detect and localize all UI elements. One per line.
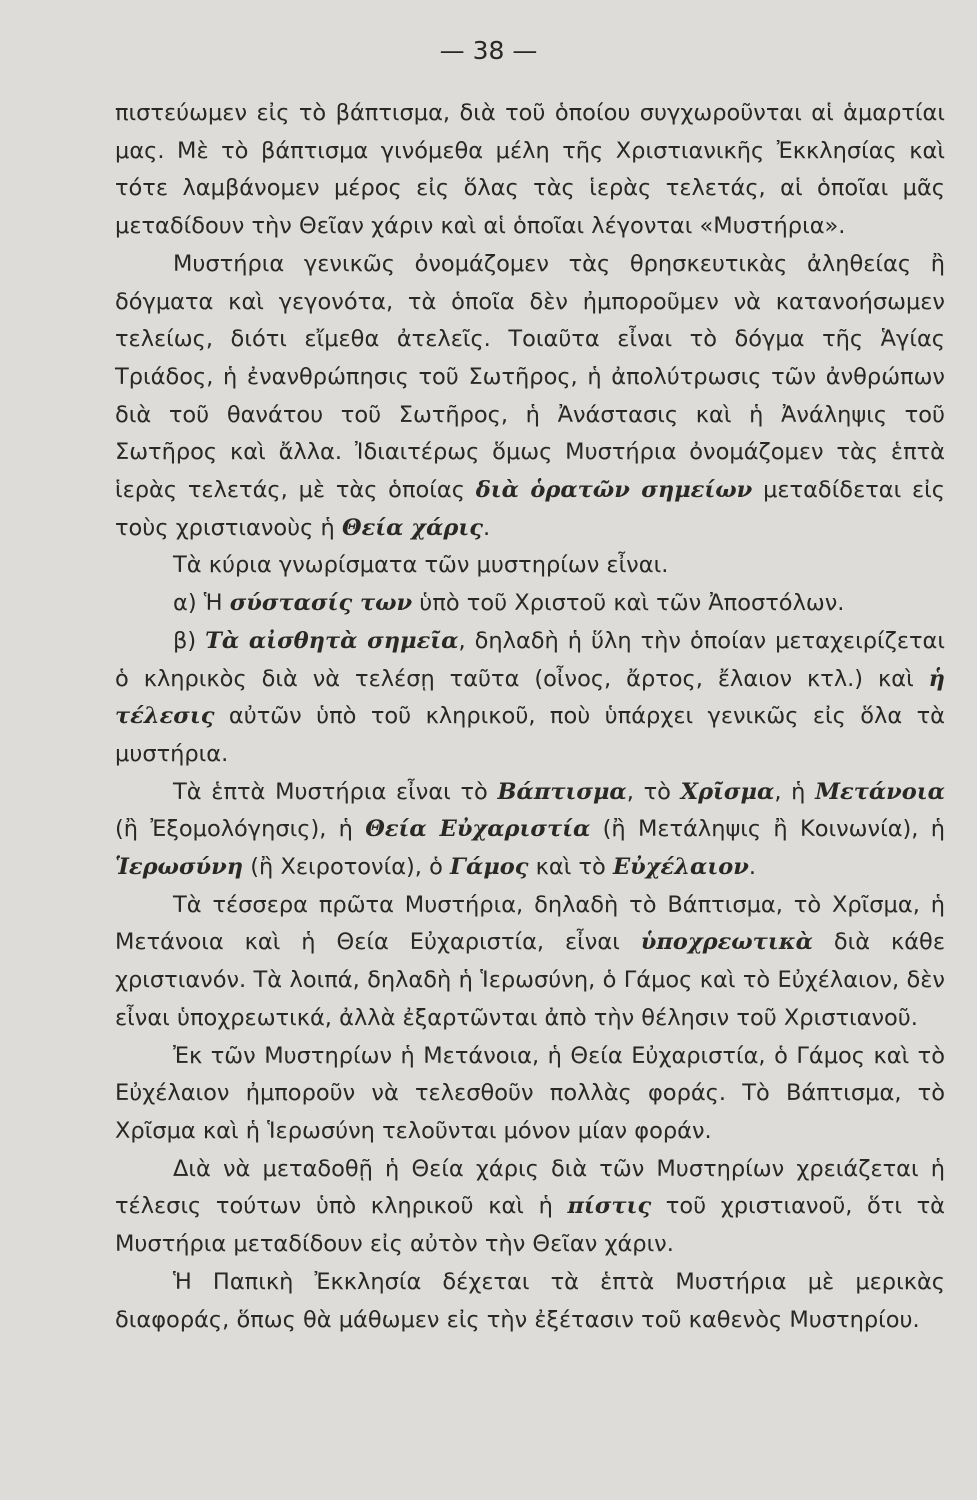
- emphasis-text: Θεία Εὐχαριστία: [365, 816, 591, 843]
- text-run: , τὸ: [626, 778, 681, 805]
- emphasis-text: Τὰ αἰσθητὰ σημεῖα: [205, 627, 459, 654]
- text-run: Ἐκ τῶν Μυστηρίων ἡ Μετάνοια, ἡ Θεία Εὐχαριστία, ὁ Γάμος καὶ τὸ Εὐχέλαιον ἠμποροῦν νὰ τελεσθοῦν πολλὰς φοράς. Τὸ Βάπτισμα, τὸ Χρῖσμα καὶ ἡ Ἱερωσύνη τελοῦνται μόνον μίαν φοράν.: [115, 1042, 945, 1144]
- emphasis-text: Εὐχέλαιον: [612, 854, 749, 881]
- text-run: καὶ τὸ: [528, 854, 613, 881]
- paragraph-p4: [115, 585, 945, 623]
- paragraph-p1: [115, 95, 945, 246]
- text-run: , δηλαδὴ ἡ ὕλη τὴν ὁποίαν μεταχειρίζεται ὁ κληρικὸς διὰ νὰ τελέσῃ ταῦτα (οἶνος, ἄρτος, ἔλαιον κτλ.) καὶ: [115, 627, 945, 692]
- text-run: ὑπὸ τοῦ Χριστοῦ καὶ τῶν Ἀποστόλων.: [412, 590, 845, 617]
- paragraph-p9: [115, 1151, 945, 1264]
- emphasis-text: ὑποχρεωτικὰ: [640, 929, 813, 956]
- paragraph-p5: [115, 623, 945, 774]
- text-run: .: [482, 514, 491, 541]
- text-run: μεταδίδεται εἰς τοὺς χριστιανοὺς ἡ: [115, 477, 945, 541]
- text-run: .: [748, 854, 756, 881]
- text-run: , ἡ: [774, 778, 816, 805]
- paragraph-p10: [115, 1264, 945, 1339]
- emphasis-text: διὰ ὁρατῶν σημείων: [475, 477, 753, 504]
- text-run: Ἡ Παπικὴ Ἐκκλησία δέχεται τὰ ἑπτὰ Μυστήρια μὲ μερικὰς διαφοράς, ὅπως θὰ μάθωμεν εἰς τὴν ἐξέτασιν τοῦ καθενὸς Μυστηρίου.: [115, 1268, 945, 1333]
- emphasis-text: σύστασίς των: [229, 590, 413, 617]
- emphasis-text: ἡ τέλεσις: [115, 665, 945, 730]
- text-run: πιστεύωμεν εἰς τὸ βάπτισμα, διὰ τοῦ ὁποίου συγχωροῦνται αἱ ἁμαρτίαι μας. Μὲ τὸ βάπτισμα γινόμεθα μέλη τῆς Χριστιανικῆς Ἐκκλησίας καὶ τότε λαμβάνομεν μέρος εἰς ὅλας τὰς ἱερὰς τελετάς, αἱ ὁποῖαι μᾶς μεταδίδουν τὴν Θεῖαν χάριν καὶ αἱ ὁποῖαι λέγονται «Μυστήρια».: [115, 100, 945, 240]
- emphasis-text: Ἱερωσύνη: [115, 854, 244, 881]
- text-run: (ἢ Χειροτονία), ὁ: [243, 854, 451, 881]
- text-run: διὰ κάθε χριστιανόν. Τὰ λοιπά, δηλαδὴ ἡ Ἱερωσύνη, ὁ Γάμος καὶ τὸ Εὐχέλαιον, δὲν εἶναι ὑποχρεωτικά, ἀλλὰ ἐξαρτῶνται ἀπὸ τὴν θέλησιν τοῦ Χριστιανοῦ.: [115, 929, 945, 1031]
- text-run: (ἢ Ἐξομολόγησις), ἡ: [115, 816, 366, 843]
- text-run: αὐτῶν ὑπὸ τοῦ κληρικοῦ, ποὺ ὑπάρχει γενικῶς εἰς ὅλα τὰ μυστήρια.: [115, 703, 945, 767]
- paragraph-p6: [115, 774, 945, 887]
- paragraph-p2: [115, 246, 945, 548]
- text-run: β): [173, 627, 206, 654]
- body-text: [115, 95, 945, 1339]
- text-run: Διὰ νὰ μεταδοθῇ ἡ Θεία χάρις διὰ τῶν Μυστηρίων χρειάζεται ἡ τέλεσις τούτων ὑπὸ κληρικοῦ καὶ ἡ: [115, 1155, 945, 1220]
- emphasis-text: πίστις: [567, 1193, 652, 1220]
- paragraph-p7: [115, 887, 945, 1038]
- text-run: α) Ἡ: [173, 590, 230, 617]
- emphasis-text: Βάπτισμα: [497, 778, 627, 805]
- emphasis-text: Χρῖσμα: [680, 778, 775, 805]
- text-run: Τὰ κύρια γνωρίσματα τῶν μυστηρίων εἶναι.: [173, 552, 669, 579]
- paragraph-p8: [115, 1038, 945, 1151]
- emphasis-text: Γάμος: [450, 854, 529, 881]
- page-number: — 38 —: [439, 36, 538, 65]
- paragraph-p3: [115, 547, 945, 585]
- text-run: τοῦ χριστιανοῦ, ὅτι τὰ Μυστήρια μεταδίδουν εἰς αὐτὸν τὴν Θεῖαν χάριν.: [115, 1193, 945, 1258]
- text-run: Τὰ τέσσερα πρῶτα Μυστήρια, δηλαδὴ τὸ Βάπτισμα, τὸ Χρῖσμα, ἡ Μετάνοια καὶ ἡ Θεία Εὐχαριστία, εἶναι: [115, 891, 945, 956]
- text-run: Μυστήρια γενικῶς ὀνομάζομεν τὰς θρησκευτικὰς ἀληθείας ἢ δόγματα καὶ γεγονότα, τὰ ὁποῖα δὲν ἠμποροῦμεν νὰ κατανοήσωμεν τελείως, διότι εἴμεθα ἀτελεῖς. Τοιαῦτα εἶναι τὸ δόγμα τῆς Ἁγίας Τριάδος, ἡ ἐνανθρώπησις τοῦ Σωτῆρος, ἡ ἀπολύτρωσις τῶν ἀνθρώπων διὰ τοῦ θανάτου τοῦ Σωτῆρος, ἡ Ἀνάστασις καὶ ἡ Ἀνάληψις τοῦ Σωτῆρος καὶ ἄλλα. Ἰδιαιτέρως ὅμως Μυστήρια ὀνομάζομεν τὰς ἑπτὰ ἱερὰς τελετάς, μὲ τὰς ὁποίας: [115, 250, 945, 504]
- text-run: Τὰ ἑπτὰ Μυστήρια εἶναι τὸ: [173, 778, 498, 805]
- text-run: (ἢ Μετάληψις ἢ Κοινωνία), ἡ: [590, 816, 946, 843]
- emphasis-text: Μετάνοια: [815, 778, 945, 805]
- emphasis-text: Θεία χάρις: [341, 514, 483, 541]
